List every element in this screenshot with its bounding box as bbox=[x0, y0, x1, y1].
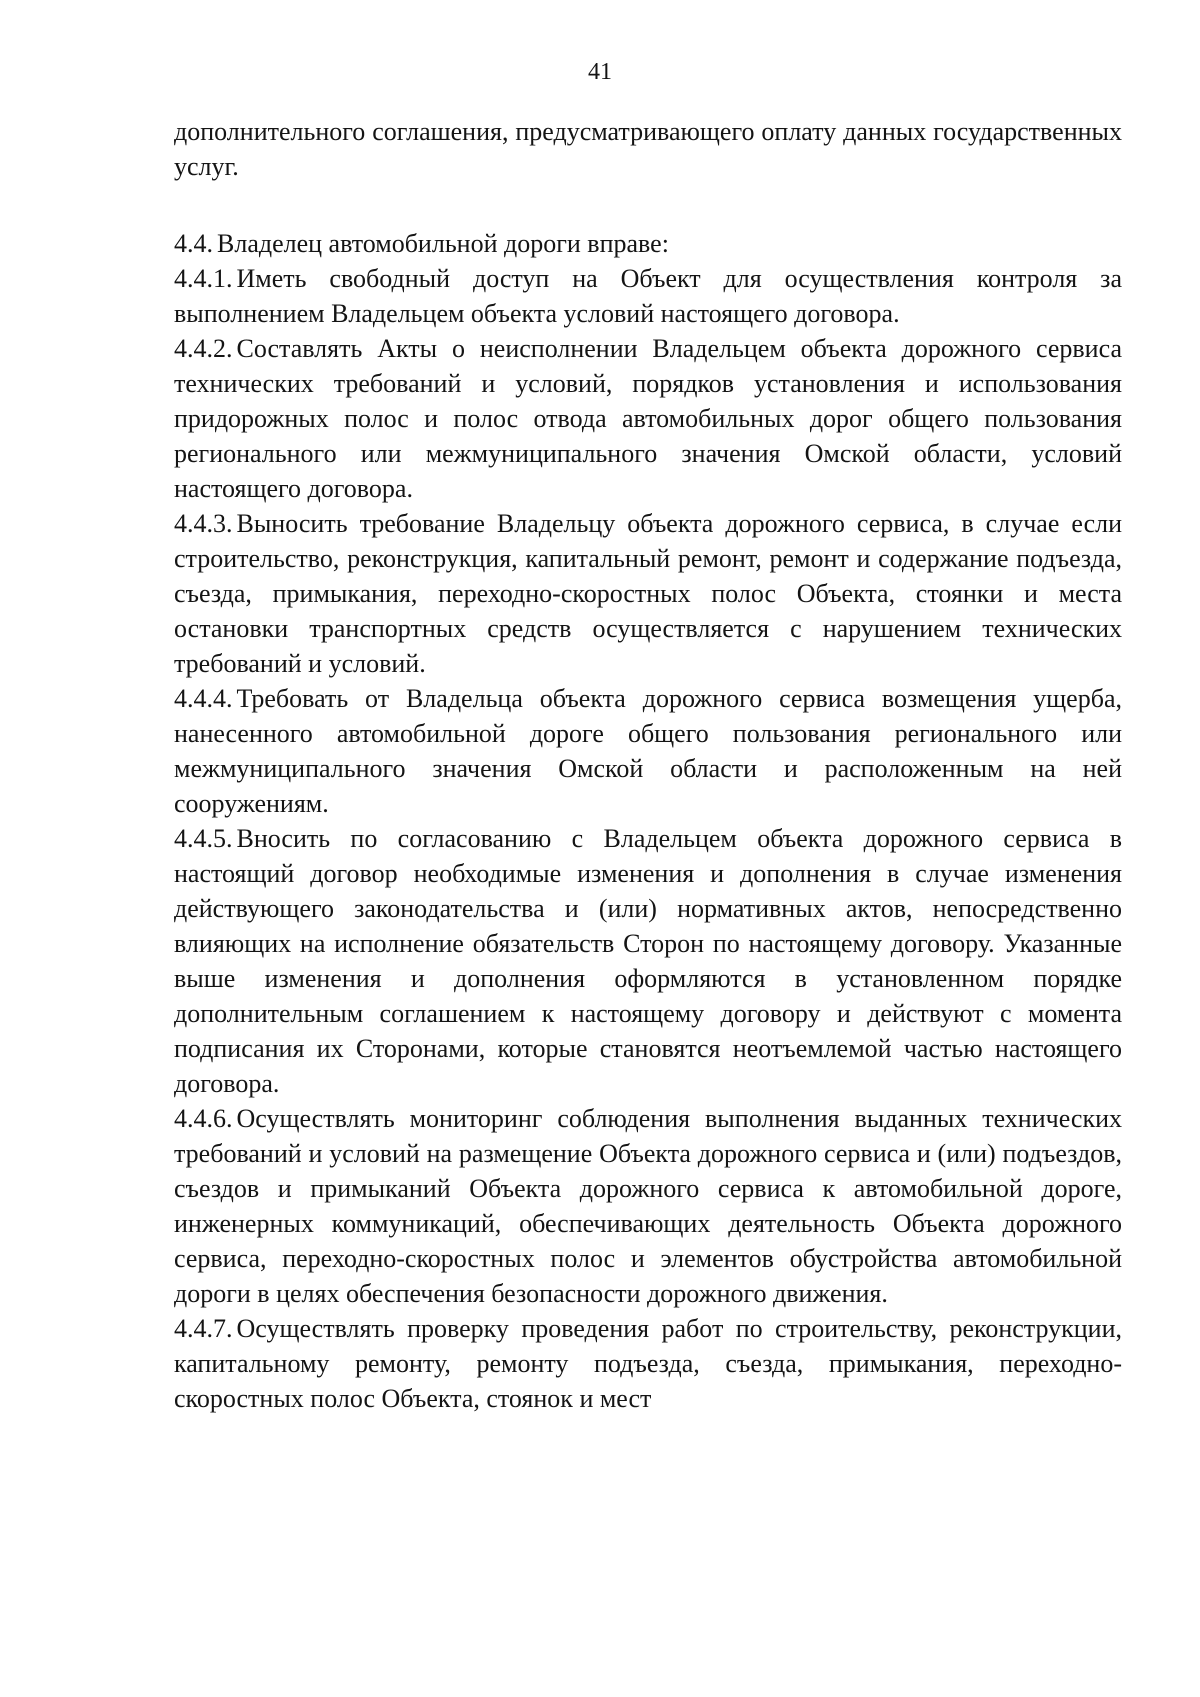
clause-text: Осуществлять мониторинг соблюдения выполнения выданных технических требований и условий на размещение Объекта дорожного сервиса и (или) подъездов, съездов и примыканий Объекта дорожного сервиса к автомобильной дороге, инженерных коммуникаций, обеспечивающих деятельность Объекта дорожного сервиса, переходно-скоростных полос и элементов обустройства автомобильной дороги в целях обеспечения безопасности дорожного движения. bbox=[174, 1104, 1122, 1308]
clause-4-4-7 bbox=[174, 1311, 1122, 1416]
clause-4-4-3 bbox=[174, 506, 1122, 681]
clause-text: Составлять Акты о неисполнении Владельцем объекта дорожного сервиса технических требований и условий, порядков установления и использования придорожных полос и полос отвода автомобильных дорог общего пользования регионального или межмуниципального значения Омской области, условий настоящего договора. bbox=[174, 334, 1122, 503]
clause-text: Осуществлять проверку проведения работ по строительству, реконструкции, капитальному ремонту, ремонту подъезда, съезда, примыкания, переходно-скоростных полос Объекта, стоянок и мест bbox=[174, 1314, 1122, 1413]
intro-continuation-block bbox=[174, 114, 1122, 184]
clause-text: Иметь свободный доступ на Объект для осуществления контроля за выполнением Владельцем объекта условий настоящего договора. bbox=[174, 264, 1122, 328]
section-4-4 bbox=[174, 226, 1122, 1416]
clause-text: Требовать от Владельца объекта дорожного сервиса возмещения ущерба, нанесенного автомобильной дороге общего пользования регионального или межмуниципального значения Омской области и расположенным на ней сооружениям. bbox=[174, 684, 1122, 818]
section-number: 4.4. bbox=[174, 229, 213, 258]
clause-number: 4.4.6. bbox=[174, 1104, 233, 1133]
intro-continuation-text: дополнительного соглашения, предусматривающего оплату данных государственных услуг. bbox=[174, 117, 1122, 181]
clause-4-4-1 bbox=[174, 261, 1122, 331]
clause-number: 4.4.5. bbox=[174, 824, 233, 853]
clause-4-4-5 bbox=[174, 821, 1122, 1101]
section-heading bbox=[174, 226, 1122, 261]
clause-4-4-2 bbox=[174, 331, 1122, 506]
clause-number: 4.4.1. bbox=[174, 264, 233, 293]
clause-number: 4.4.2. bbox=[174, 334, 233, 363]
clause-4-4-6 bbox=[174, 1101, 1122, 1311]
clause-text: Вносить по согласованию с Владельцем объекта дорожного сервиса в настоящий договор необходимые изменения и дополнения в случае изменения действующего законодательства и (или) нормативных актов, непосредственно влияющих на исполнение обязательств Сторон по настоящему договору. Указанные выше изменения и дополнения оформляются в установленном порядке дополнительным соглашением к настоящему договору и действуют с момента подписания их Сторонами, которые становятся неотъемлемой частью настоящего договора. bbox=[174, 824, 1122, 1098]
clause-4-4-4 bbox=[174, 681, 1122, 821]
clause-text: Выносить требование Владельцу объекта дорожного сервиса, в случае если строительство, реконструкция, капитальный ремонт, ремонт и содержание подъезда, съезда, примыкания, переходно-скоростных полос Объекта, стоянки и места остановки транспортных средств осуществляется с нарушением технических требований и условий. bbox=[174, 509, 1122, 678]
page-number: 41 bbox=[588, 59, 612, 85]
clause-number: 4.4.3. bbox=[174, 509, 233, 538]
clause-number: 4.4.4. bbox=[174, 684, 233, 713]
clause-number: 4.4.7. bbox=[174, 1314, 233, 1343]
section-heading-text: Владелец автомобильной дороги вправе: bbox=[217, 229, 669, 258]
